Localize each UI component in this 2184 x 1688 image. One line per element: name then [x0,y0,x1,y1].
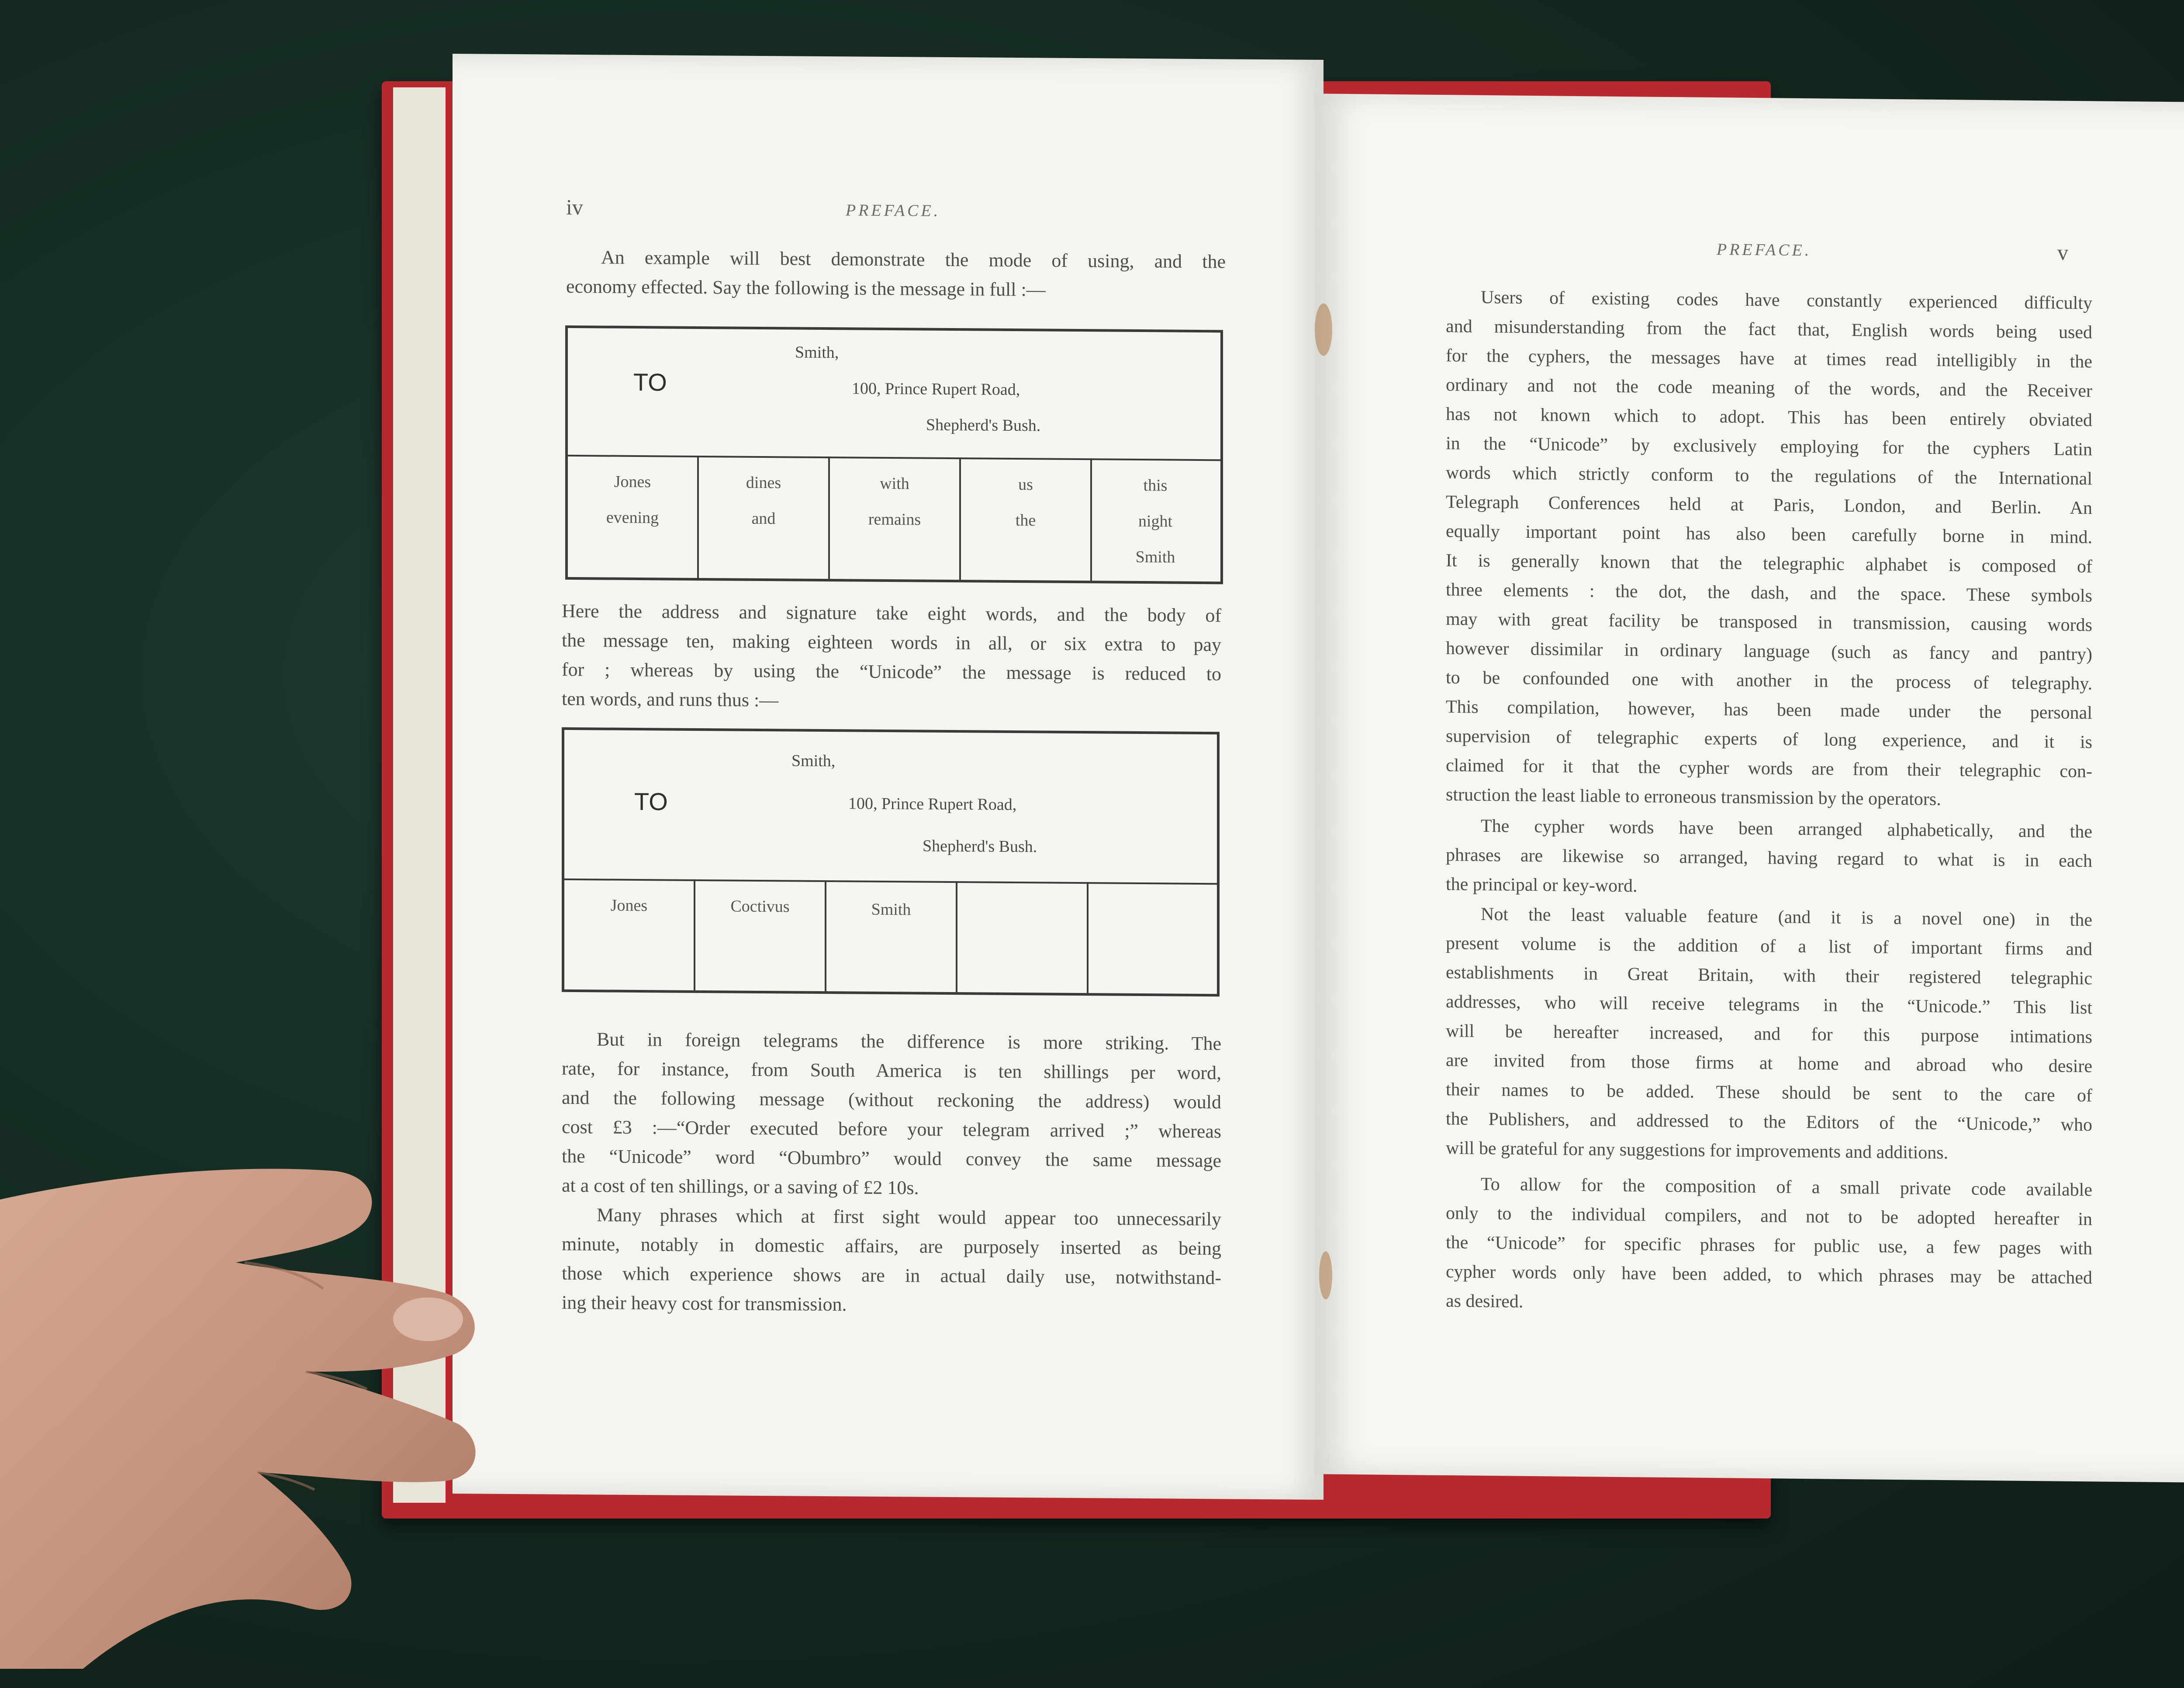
text-line: equally important point has also been carefully borne in mind. [1446,521,2092,548]
text-line: But in foreign telegrams the difference is more striking. The [597,1028,1221,1055]
text-line: to be confounded one with another in the process of telegraphy. [1446,668,2092,694]
address-name: Smith, [795,343,839,362]
text-line: minute, notably in domestic affairs, are purposely inserted as being [562,1233,1221,1259]
cell-word: and [751,509,776,528]
text-line: Not the least valuable feature (and it is a novel one) in the [1481,904,2092,930]
text-line: may with great facility be transposed in transmission, causing words [1446,609,2092,636]
column-rule [1087,882,1089,993]
paragraph-3 [1446,899,2092,1169]
text-line: as desired. [1446,1291,1524,1312]
foxing-stain [1315,303,1332,356]
text-line: establishments in Great Britain, with their registered telegraphic [1446,962,2092,989]
cell-word: remains [868,510,921,529]
text-line: three elements : the dot, the dash, and the space. These symbols [1446,580,2092,606]
text-line: will be grateful for any suggestions for improvements and additions. [1446,1138,1949,1163]
text-line: are invited from those firms at home and abroad who desire [1446,1050,2092,1077]
text-line: in the “Unicode” by exclusively employing for the cyphers Latin [1446,433,2092,460]
word-cell [695,888,825,925]
text-line: Telegraph Conferences held at Paris, London, and Berlin. An [1446,492,2092,519]
text-line: claimed for it that the cypher words are from their telegraphic con- [1446,755,2092,782]
text-line: at a cost of ten shillings, or a saving of £2 10s. [562,1174,919,1199]
running-head-left: PREFACE. [846,201,941,220]
cell-word: Coctivus [730,897,790,916]
column-rule [956,881,957,992]
cell-word: night [1138,512,1173,531]
hand-holding-book [0,1145,515,1669]
text-line: ordinary and not the code meaning of the words, and the Receiver [1446,375,2092,401]
text-line: rate, for instance, from South America is ten shillings per word, [562,1057,1221,1084]
text-line: An example will best demonstrate the mode of using, and the [601,246,1226,273]
text-line: To allow for the composition of a small private code available [1481,1174,2092,1200]
telegram-form-unicode [562,727,1220,997]
text-line: Users of existing codes have constantly experienced difficulty [1481,287,2092,314]
closing-paragraph [562,1024,1221,1322]
text-line: the Publishers, and addressed to the Editors of the “Unicode,” who [1446,1109,2092,1135]
telegram-form-full [565,325,1223,585]
text-line: the message ten, making eighteen words in all, or six extra to pay [562,629,1221,656]
text-line: however dissimilar in ordinary language (such as fancy and pantry) [1446,638,2092,665]
word-cell [568,464,697,536]
text-line: for the cyphers, the messages have at times read intelligibly in the [1446,346,2092,372]
text-line: cost £3 :—“Order executed before your telegram arrived ;” whereas [562,1116,1221,1142]
cell-word: with [880,474,909,493]
text-line: ing their heavy cost for transmission. [562,1291,847,1315]
address-street: 100, Prince Rupert Road, [852,379,1020,399]
cell-word: Jones [610,896,648,915]
text-line: words which strictly conform to the regulations of the International [1446,463,2092,489]
cell-word: evening [606,508,659,527]
text-line: struction the least liable to erroneous transmission by the operators. [1446,785,1941,810]
text-line: This compilation, however, has been made under the personal [1446,697,2092,723]
word-cell [564,887,694,924]
right-page [1315,93,2184,1482]
word-cell [830,465,959,538]
text-line: the principal or key-word. [1446,874,1638,896]
running-head-right: PREFACE. [1717,240,1812,260]
address-place: Shepherd's Bush. [926,415,1041,435]
cell-word: the [1015,511,1036,530]
cell-word: Jones [614,472,651,491]
text-line: phrases are likewise so arranged, having regard to what is in each [1446,845,2092,872]
text-line: economy effected. Say the following is the message in full :— [566,275,1046,301]
text-line: only to the individual compilers, and not to be adopted hereafter in [1446,1203,2092,1230]
text-line: ten words, and runs thus :— [562,688,779,711]
cell-word: this [1143,476,1168,495]
paragraph-2 [1446,811,2092,905]
address-street: 100, Prince Rupert Road, [848,794,1017,814]
text-line: the “Unicode” word “Obumbro” would convey the same message [562,1145,1221,1172]
page-number-v: v [2057,240,2068,265]
intro-paragraph [566,242,1226,306]
text-line: and misunderstanding from the fact that, English words being used [1446,316,2092,343]
text-line: and the following message (without reckoning the address) would [562,1086,1221,1113]
text-line: present volume is the addition of a list of important firms and [1446,933,2092,960]
page-number-iv: iv [566,194,583,220]
word-cell [826,889,956,930]
middle-paragraph [562,596,1221,718]
text-line: Many phrases which at first sight would appear too unnecessarily [597,1204,1221,1230]
form-divider [568,455,1220,461]
text-line: the “Unicode” for specific phrases for public use, a few pages with [1446,1232,2092,1259]
text-line: those which experience shows are in actual daily use, notwithstand- [562,1262,1221,1289]
text-line: The cypher words have been arranged alphabetically, and the [1481,816,2092,842]
text-line: supervision of telegraphic experts of long experience, and it is [1446,726,2092,753]
left-page [453,54,1324,1500]
cell-word: Smith [1135,547,1175,567]
text-line: their names to be added. These should be sent to the care of [1446,1079,2092,1106]
cell-word: dines [746,473,781,492]
form-divider [564,879,1217,885]
address-name: Smith, [791,751,836,771]
word-cell [961,466,1090,539]
text-line: will be hereafter increased, and for this purpose intimations [1446,1021,2092,1048]
address-place: Shepherd's Bush. [923,837,1037,856]
text-line: Here the address and signature take eight words, and the body of [562,600,1221,626]
paragraph-1 [1446,283,2092,816]
word-cell [1092,467,1219,575]
to-label: TO [633,368,667,396]
text-line: for ; whereas by using the “Unicode” the message is reduced to [562,658,1221,685]
text-line: cypher words only have been added, to which phrases may be attached [1446,1262,2092,1288]
text-line: It is generally known that the telegraphic alphabet is composed of [1446,550,2092,577]
cell-word: us [1018,475,1033,494]
text-line: addresses, who will receive telegrams in the “Unicode.” This list [1446,992,2092,1018]
foxing-stain [1319,1251,1332,1299]
text-line: has not known which to adopt. This has been entirely obviated [1446,404,2092,431]
to-label: TO [634,787,668,816]
word-cell [699,464,828,537]
cell-word: Smith [871,900,911,919]
paragraph-4 [1446,1169,2092,1322]
